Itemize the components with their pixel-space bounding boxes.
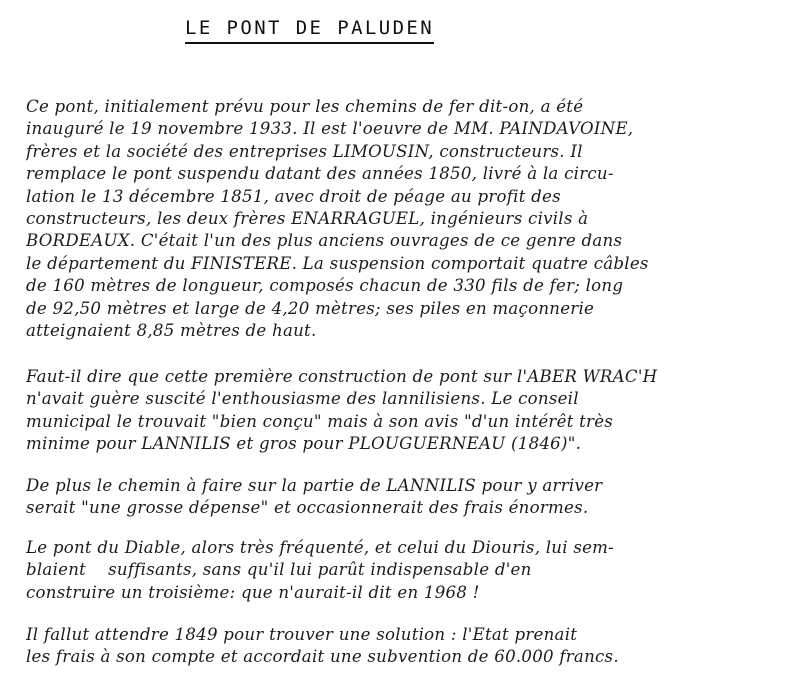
text-line: serait "une grosse dépense" et occasionnerait des frais énormes. — [26, 498, 589, 518]
text-line: construire un troisième: que n'aurait-il dit en 1968 ! — [26, 582, 480, 602]
text-line: inauguré le 19 novembre 1933. Il est l'oeuvre de MM. PAINDAVOINE, — [26, 119, 634, 139]
paragraph-3 — [26, 475, 766, 520]
text-line: atteignaient 8,85 mètres de haut. — [26, 321, 317, 341]
text-line: municipal le trouvait "bien conçu" mais à son avis "d'un intérêt très — [26, 411, 614, 431]
text-line: constructeurs, les deux frères ENARRAGUEL, ingénieurs civils à — [26, 209, 589, 229]
text-line: remplace le pont suspendu datant des années 1850, livré à la circu- — [26, 164, 614, 184]
text-line: lation le 13 décembre 1851, avec droit de péage au profit des — [26, 186, 561, 206]
paragraph-2 — [26, 366, 766, 456]
paragraph-5 — [26, 624, 766, 669]
paragraph-1 — [26, 96, 766, 342]
paragraph-4 — [26, 537, 766, 604]
page-title: LE PONT DE PALUDEN — [185, 16, 434, 44]
text-line: Faut-il dire que cette première construction de pont sur l'ABER WRAC'H — [26, 367, 658, 386]
text-line: de 92,50 mètres et large de 4,20 mètres; ses piles en maçonnerie — [26, 298, 595, 318]
text-line: les frais à son compte et accordait une subvention de 60.000 francs. — [26, 647, 619, 667]
text-line: BORDEAUX. C'était l'un des plus anciens ouvrages de ce genre dans — [26, 231, 623, 251]
text-line: Il fallut attendre 1849 pour trouver une solution : l'Etat prenait — [26, 625, 578, 644]
text-line: Ce pont, initialement prévu pour les chemins de fer dit-on, a été — [26, 97, 584, 116]
text-line: blaient suffisants, sans qu'il lui parût indispensable d'en — [26, 560, 532, 580]
text-line: frères et la société des entreprises LIMOUSIN, constructeurs. Il — [26, 141, 583, 161]
text-line: le département du FINISTERE. La suspension comportait quatre câbles — [26, 253, 649, 273]
text-line: de 160 mètres de longueur, composés chacun de 330 fils de fer; long — [26, 276, 624, 296]
text-line: minime pour LANNILIS et gros pour PLOUGUERNEAU (1846)". — [26, 434, 582, 454]
text-line: De plus le chemin à faire sur la partie de LANNILIS pour y arriver — [26, 476, 603, 495]
text-line: Le pont du Diable, alors très fréquenté, et celui du Diouris, lui sem- — [26, 538, 614, 557]
text-line: n'avait guère suscité l'enthousiasme des lannilisiens. Le conseil — [26, 389, 579, 409]
